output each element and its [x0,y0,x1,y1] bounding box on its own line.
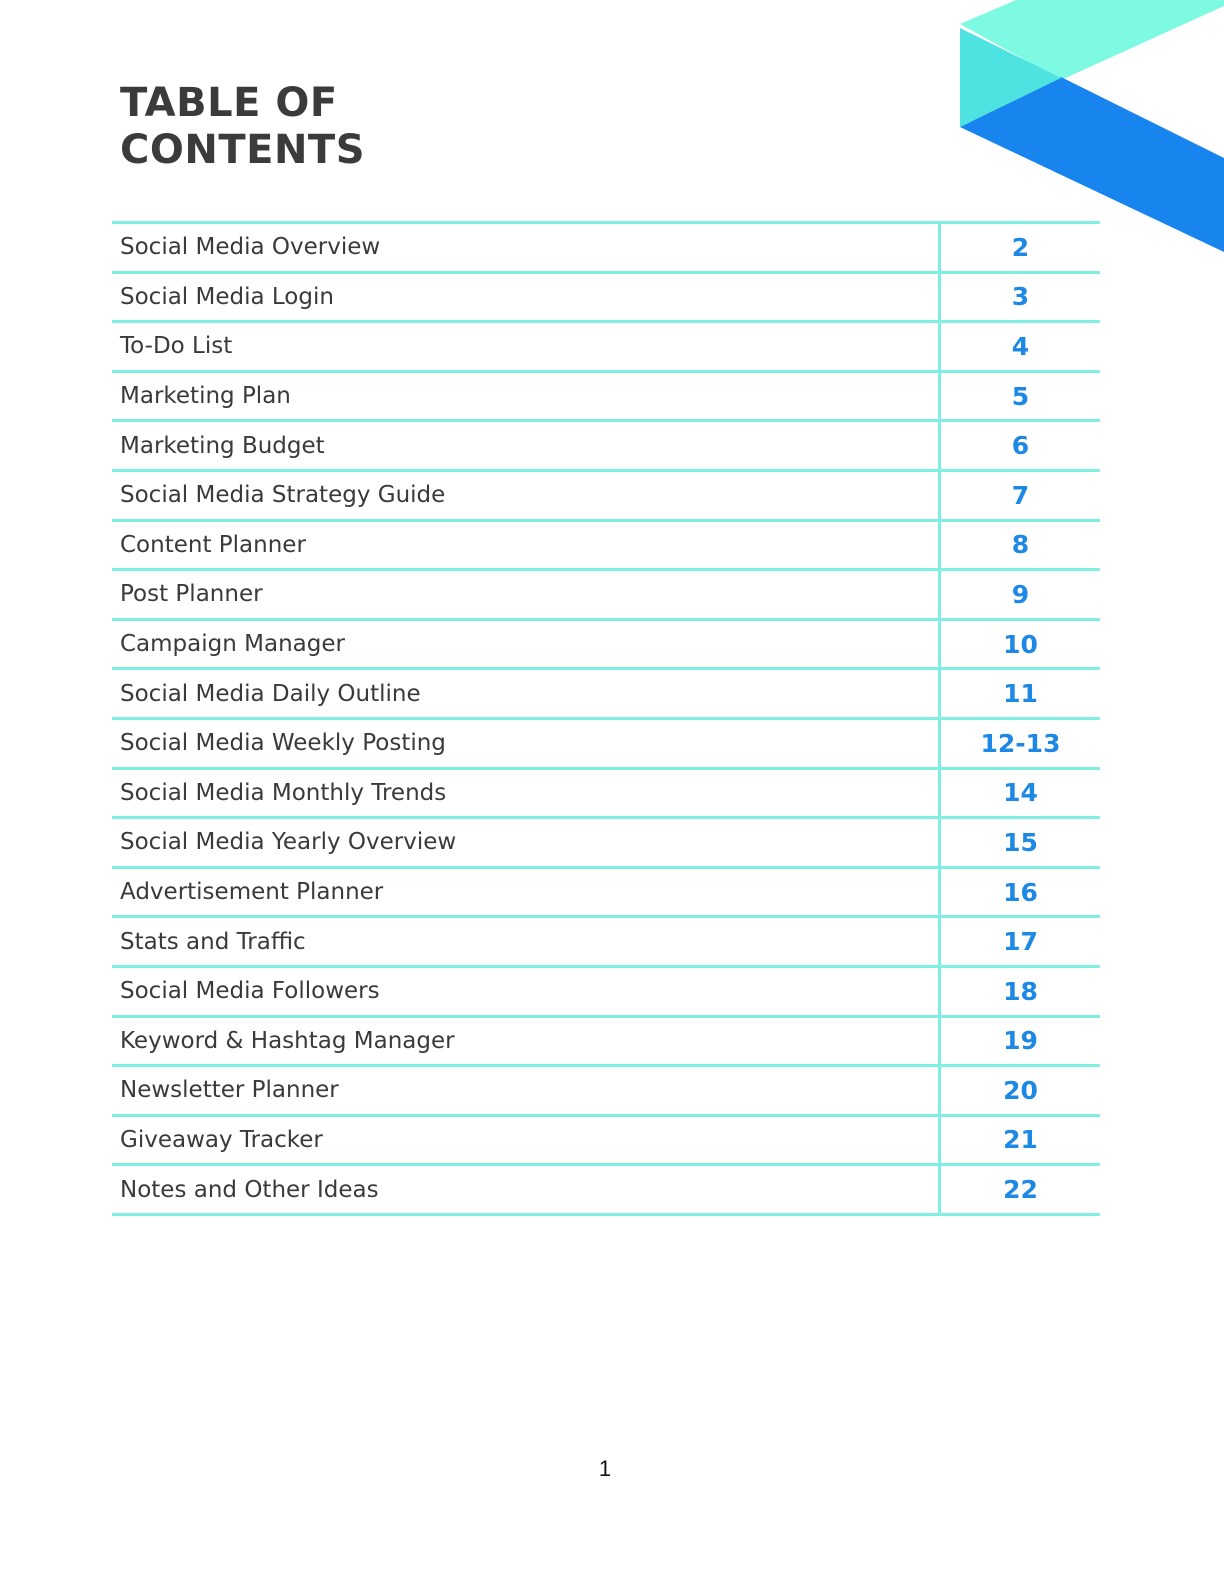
toc-row [112,1115,1100,1165]
toc-row [112,669,1100,719]
toc-entry-title: Advertisement Planner [112,867,940,917]
toc-row [112,223,1100,273]
toc-entry-page: 21 [940,1115,1101,1165]
toc-row [112,619,1100,669]
toc-row [112,322,1100,372]
toc-entry-title: Keyword & Hashtag Manager [112,1016,940,1066]
toc-entry-title: Content Planner [112,520,940,570]
toc-row [112,718,1100,768]
page-title-line-2: CONTENTS [120,127,366,173]
toc-entry-title: Post Planner [112,570,940,620]
toc-entry-page: 5 [940,371,1101,421]
toc-entry-title: Marketing Budget [112,421,940,471]
toc-entry-page: 7 [940,470,1101,520]
toc-row [112,867,1100,917]
toc-entry-title: Social Media Weekly Posting [112,718,940,768]
table-of-contents [112,221,1100,1216]
toc-entry-title: Social Media Strategy Guide [112,470,940,520]
toc-entry-page: 19 [940,1016,1101,1066]
toc-body [112,223,1100,1215]
toc-entry-page: 3 [940,272,1101,322]
toc-entry-page: 8 [940,520,1101,570]
toc-row [112,1016,1100,1066]
toc-entry-page: 4 [940,322,1101,372]
toc-row [112,1066,1100,1116]
toc-entry-page: 6 [940,421,1101,471]
toc-entry-page: 9 [940,570,1101,620]
toc-entry-title: Notes and Other Ideas [112,1165,940,1215]
toc-entry-title: Social Media Followers [112,966,940,1016]
toc-row [112,470,1100,520]
toc-entry-page: 10 [940,619,1101,669]
toc-entry-page: 12-13 [940,718,1101,768]
toc-entry-title: To-Do List [112,322,940,372]
toc-entry-title: Social Media Monthly Trends [112,768,940,818]
toc-entry-title: Giveaway Tracker [112,1115,940,1165]
toc-entry-title: Newsletter Planner [112,1066,940,1116]
page-title [120,80,365,174]
toc-entry-page: 17 [940,917,1101,967]
toc-row [112,520,1100,570]
toc-entry-page: 14 [940,768,1101,818]
toc-row [112,966,1100,1016]
toc-entry-title: Campaign Manager [112,619,940,669]
page-number: 1 [598,1456,612,1481]
toc-entry-page: 2 [940,223,1101,273]
toc-row [112,272,1100,322]
toc-row [112,1165,1100,1215]
toc-entry-title: Stats and Traffic [112,917,940,967]
toc-row [112,371,1100,421]
toc-entry-title: Marketing Plan [112,371,940,421]
toc-row [112,917,1100,967]
page-title-line-1: TABLE OF [120,80,338,126]
toc-row [112,818,1100,868]
toc-entry-page: 22 [940,1165,1101,1215]
toc-entry-title: Social Media Login [112,272,940,322]
toc-entry-title: Social Media Yearly Overview [112,818,940,868]
toc-entry-title: Social Media Daily Outline [112,669,940,719]
toc-entry-page: 15 [940,818,1101,868]
toc-entry-page: 16 [940,867,1101,917]
toc-entry-title: Social Media Overview [112,223,940,273]
toc-row [112,768,1100,818]
toc-entry-page: 11 [940,669,1101,719]
toc-row [112,570,1100,620]
toc-row [112,421,1100,471]
toc-entry-page: 18 [940,966,1101,1016]
toc-entry-page: 20 [940,1066,1101,1116]
